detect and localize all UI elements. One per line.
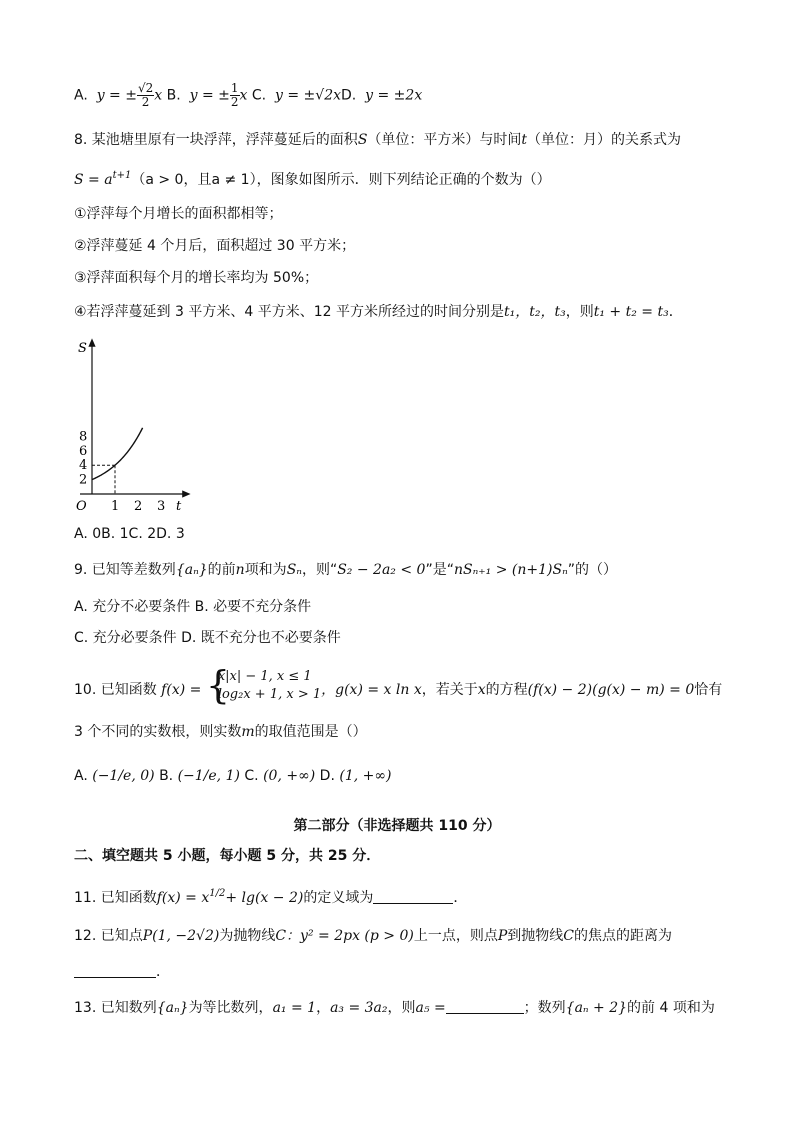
q7-option-d-expr: y = ±2x xyxy=(365,87,423,104)
section-heading: 二、填空题共 5 小题，每小题 5 分，共 25 分． xyxy=(74,848,381,864)
part2-title: 第二部分（非选择题共 110 分） xyxy=(293,818,501,834)
q12-answer-blank[interactable] xyxy=(74,963,156,978)
y-tick-label: 2 xyxy=(79,472,88,488)
q10-option-b: (−1/e, 1) xyxy=(177,768,240,784)
q7-option-b-fraction: $\frac{1}{2}$ xyxy=(230,81,239,109)
q12-stem: 12. 已知点P(1, −2√2)为抛物线C：y² = 2px (p > 0)上一点，则点P到抛物线C的焦点的距离为 xyxy=(74,928,672,944)
q8-formula: S = a xyxy=(74,172,113,188)
exponential-curve xyxy=(92,428,143,480)
q8-statement-1: ①浮萍每个月增长的面积都相等； xyxy=(74,206,283,222)
x-tick-label: 2 xyxy=(134,499,143,513)
q7-option-d-label: D. xyxy=(341,87,357,104)
q10-option-c: (0, +∞) xyxy=(263,768,316,784)
q7-option-b-expr: y = ± xyxy=(189,87,230,104)
origin-label: O xyxy=(76,499,87,513)
q9-options-cd: C. 充分必要条件 D. 既不充分也不必要条件 xyxy=(74,630,341,646)
q9-options-ab: A. 充分不必要条件 B. 必要不充分条件 xyxy=(74,599,312,615)
q10-options: A. (−1/e, 0) B. (−1/e, 1) C. (0, +∞) D. (1, +∞) xyxy=(74,768,392,784)
q8-statement-3: ③浮萍面积每个月的增长率均为 50%； xyxy=(74,270,319,286)
q7-options: A. y = ± $\frac{√2}{2}$ x B. y = ± $\frac{1}{2}$ x C. y = ±√2xD. y = ±2x xyxy=(74,81,423,109)
q7-option-a-label: A. xyxy=(74,87,88,104)
q8-statement-4: ④若浮萍蔓延到 3 平方米、4 平方米、12 平方米所经过的时间分别是t₁，t₂，t₃，则t₁ + t₂ = t₃． xyxy=(74,304,683,320)
q11-stem: 11. 已知函数$f(x) = x^{1/2}+ \lg(x - 2)$的定义域为 ． xyxy=(74,888,468,906)
x-axis-label: t xyxy=(176,499,182,513)
q8-options: A. 0B. 1C. 2D. 3 xyxy=(74,526,185,542)
y-axis-label: S xyxy=(78,341,87,356)
q7-option-c-label: C. xyxy=(251,87,267,104)
y-tick-label: 8 xyxy=(79,429,88,445)
q13-answer-blank-1[interactable] xyxy=(446,999,524,1014)
q10-option-d: (1, +∞) xyxy=(339,768,392,784)
x-tick-label: 3 xyxy=(157,499,166,513)
q7-option-c-expr: y = ±√2x xyxy=(275,87,341,104)
q10-stem-line2: 3 个不同的实数根，则实数m的取值范围是（） xyxy=(74,724,367,740)
y-tick-label: 6 xyxy=(79,443,88,459)
q7-option-a-fraction: $\frac{√2}{2}$ xyxy=(137,81,154,109)
q13-stem: 13. 已知数列{aₙ}为等比数列，a₁ = 1，a₃ = 3a₂，则a₅ = ；数列{aₙ + 2}的前 4 项和为 xyxy=(74,1000,715,1016)
y-tick-label: 4 xyxy=(79,458,88,474)
q9-stem: 9. 已知等差数列{aₙ}的前n项和为Sₙ，则“S₂ − 2a₂ < 0”是“nSₙ₊₁ > (n+1)Sₙ”的（） xyxy=(74,562,618,578)
q7-option-b-label: B. xyxy=(166,87,181,104)
q12-answer-line: ． xyxy=(74,962,170,982)
x-tick-label: 1 xyxy=(111,499,120,513)
q7-option-a-expr: y = ± xyxy=(96,87,137,104)
q8-stem-line2: $S = a^{t+1}(a > 0$，且a ≠ 1），图象如图所示．则下列结论正确的个数为（） xyxy=(74,170,551,188)
q10-option-a: (−1/e, 0) xyxy=(92,768,155,784)
q11-answer-blank[interactable] xyxy=(373,889,453,904)
piecewise-function: { x|x| − 1, x ≤ 1 log₂x + 1, x > 1 xyxy=(205,663,322,707)
q8-statement-2: ②浮萍蔓延 4 个月后，面积超过 30 平方米； xyxy=(74,238,356,254)
q10-stem: 10. 已知函数 f(x) = { x|x| − 1, x ≤ 1 log₂x + 1, x > 1 ，g(x) = x ln x，若关于x的方程(f(x) − 2)(g(x) − m) = 0恰有 xyxy=(74,668,722,712)
q8-graph xyxy=(72,338,202,513)
q8-stem-line1: 8. 某池塘里原有一块浮萍，浮萍蔓延后的面积S（单位：平方米）与时间t（单位：月）的关系式为 xyxy=(74,132,682,148)
